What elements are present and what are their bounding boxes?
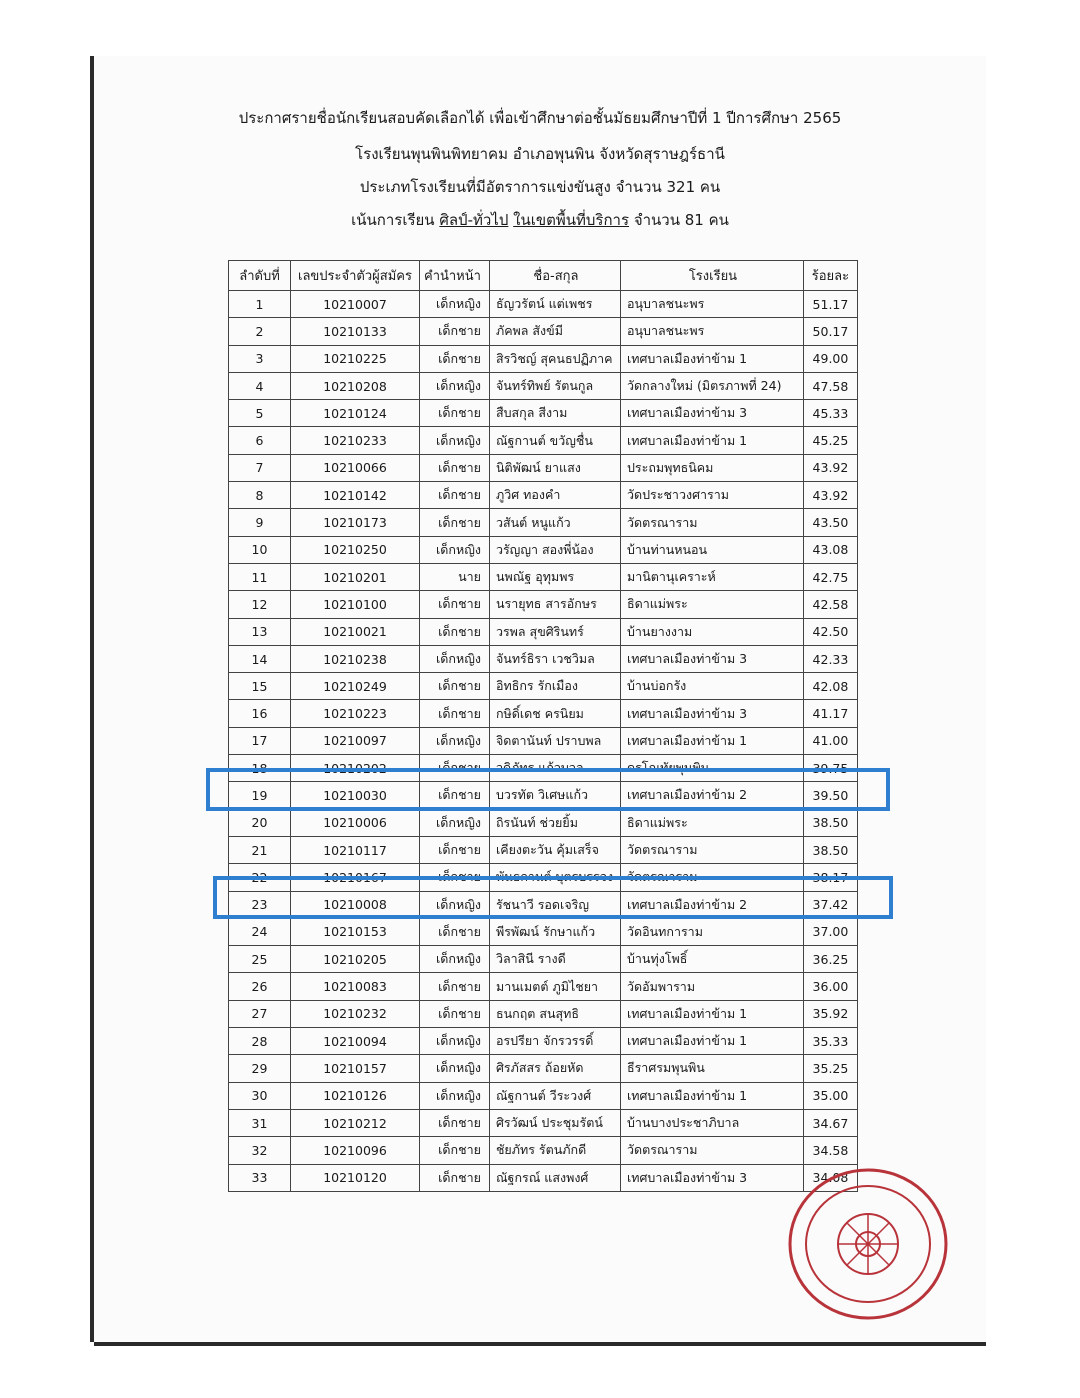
cell-percent: 39.50 [803, 782, 857, 809]
cell-school: เทศบาลเมืองท่าข้าม 3 [620, 700, 803, 727]
cell-applicant-id: 10210083 [291, 973, 420, 1000]
cell-prefix: เด็กชาย [420, 864, 490, 891]
cell-percent: 34.58 [803, 1137, 857, 1164]
cell-applicant-id: 10210100 [291, 591, 420, 618]
cell-percent: 38.50 [803, 809, 857, 836]
table-row [229, 427, 858, 454]
cell-applicant-id: 10210153 [291, 918, 420, 945]
cell-prefix: เด็กชาย [420, 1164, 490, 1191]
cell-prefix: เด็กหญิง [420, 809, 490, 836]
cell-name: สืบสกุล สีงาม [489, 400, 620, 427]
cell-percent: 50.17 [803, 318, 857, 345]
cell-school: เทศบาลเมืองท่าข้าม 1 [620, 1028, 803, 1055]
cell-prefix: เด็กชาย [420, 973, 490, 1000]
cell-prefix: เด็กชาย [420, 755, 490, 782]
cell-school: วัดตรณาราม [620, 864, 803, 891]
cell-prefix: เด็กหญิง [420, 372, 490, 399]
cell-name: ธนกฤต สนสุทธิ [489, 1000, 620, 1027]
cell-applicant-id: 10210212 [291, 1109, 420, 1136]
cell-rank: 17 [229, 727, 291, 754]
cell-applicant-id: 10210117 [291, 836, 420, 863]
cell-prefix: เด็กชาย [420, 345, 490, 372]
cell-percent: 43.92 [803, 482, 857, 509]
cell-percent: 45.33 [803, 400, 857, 427]
cell-percent: 42.75 [803, 563, 857, 590]
cell-name: นพณัฐ อุทุมพร [489, 563, 620, 590]
cell-school: เทศบาลเมืองท่าข้าม 1 [620, 345, 803, 372]
cell-rank: 26 [229, 973, 291, 1000]
cell-rank: 33 [229, 1164, 291, 1191]
title-line-4-suffix: จำนวน 81 คน [633, 211, 729, 229]
cell-applicant-id: 10210097 [291, 727, 420, 754]
cell-prefix: เด็กชาย [420, 918, 490, 945]
cell-school: วัดอัมพาราม [620, 973, 803, 1000]
cell-name: ศิรภัสสร ถ้อยหัด [489, 1055, 620, 1082]
cell-rank: 16 [229, 700, 291, 727]
cell-applicant-id: 10210157 [291, 1055, 420, 1082]
table-header-row [229, 261, 858, 291]
cell-applicant-id: 10210094 [291, 1028, 420, 1055]
table-row [229, 509, 858, 536]
cell-percent: 41.17 [803, 700, 857, 727]
cell-prefix: เด็กชาย [420, 400, 490, 427]
cell-rank: 10 [229, 536, 291, 563]
cell-rank: 15 [229, 673, 291, 700]
cell-name: กษิดิ์เดช ครนิยม [489, 700, 620, 727]
table-row [229, 291, 858, 318]
cell-rank: 19 [229, 782, 291, 809]
cell-percent: 47.58 [803, 372, 857, 399]
cell-school: วัดตรณาราม [620, 1137, 803, 1164]
cell-applicant-id: 10210008 [291, 891, 420, 918]
cell-rank: 12 [229, 591, 291, 618]
cell-percent: 34.08 [803, 1164, 857, 1191]
cell-rank: 5 [229, 400, 291, 427]
col-header-percent: ร้อยละ [803, 261, 857, 291]
title-area: ในเขตพื้นที่บริการ [513, 211, 630, 229]
cell-rank: 22 [229, 864, 291, 891]
cell-prefix: เด็กชาย [420, 1000, 490, 1027]
table-row [229, 645, 858, 672]
cell-percent: 34.67 [803, 1109, 857, 1136]
cell-applicant-id: 10210167 [291, 864, 420, 891]
cell-name: รัชนาวี รอดเจริญ [489, 891, 620, 918]
cell-name: จันทร์ทิพย์ รัตนกูล [489, 372, 620, 399]
cell-rank: 32 [229, 1137, 291, 1164]
table-row [229, 918, 858, 945]
cell-applicant-id: 10210124 [291, 400, 420, 427]
cell-school: วัดอินทการาม [620, 918, 803, 945]
cell-prefix: เด็กชาย [420, 836, 490, 863]
cell-name: วสันต์ หนูแก้ว [489, 509, 620, 536]
cell-prefix: เด็กหญิง [420, 891, 490, 918]
cell-name: จันทร์ธิรา เวชวิมล [489, 645, 620, 672]
cell-rank: 29 [229, 1055, 291, 1082]
title-line-4 [0, 208, 1080, 232]
cell-school: ดรโณทัยพุนพิน [620, 755, 803, 782]
cell-name: ชัยภัทร รัตนภักดี [489, 1137, 620, 1164]
table-row [229, 618, 858, 645]
title-track: ศิลป์-ทั่วไป [439, 211, 509, 229]
cell-prefix: เด็กหญิง [420, 946, 490, 973]
cell-percent: 42.33 [803, 645, 857, 672]
cell-percent: 38.17 [803, 864, 857, 891]
col-header-name: ชื่อ-สกุล [489, 261, 620, 291]
cell-name: ถิรนันท์ ช่วยยิ้ม [489, 809, 620, 836]
cell-percent: 35.00 [803, 1082, 857, 1109]
table-row [229, 400, 858, 427]
title-line-3: ประเภทโรงเรียนที่มีอัตราการแข่งขันสูง จำนวน 321 คน [359, 178, 721, 196]
table-row [229, 318, 858, 345]
cell-rank: 1 [229, 291, 291, 318]
cell-name: วรัญญา สองพี่น้อง [489, 536, 620, 563]
cell-name: วดิภัทร แก้วบวล [489, 755, 620, 782]
cell-name: ณัฐกานต์ วีระวงศ์ [489, 1082, 620, 1109]
cell-applicant-id: 10210142 [291, 482, 420, 509]
cell-rank: 2 [229, 318, 291, 345]
table-row [229, 536, 858, 563]
cell-rank: 9 [229, 509, 291, 536]
cell-applicant-id: 10210208 [291, 372, 420, 399]
cell-name: ณัฐกรณ์ แสงพงศ์ [489, 1164, 620, 1191]
cell-prefix: เด็กชาย [420, 318, 490, 345]
cell-name: อิทธิกร รักเมือง [489, 673, 620, 700]
col-header-prefix: คำนำหน้า [420, 261, 490, 291]
col-header-school: โรงเรียน [620, 261, 803, 291]
cell-rank: 25 [229, 946, 291, 973]
cell-prefix: เด็กหญิง [420, 727, 490, 754]
table-row [229, 727, 858, 754]
cell-applicant-id: 10210202 [291, 755, 420, 782]
table-row [229, 946, 858, 973]
cell-name: พีรพัฒน์ รักษาแก้ว [489, 918, 620, 945]
table-row [229, 1164, 858, 1191]
cell-percent: 43.50 [803, 509, 857, 536]
cell-prefix: เด็กหญิง [420, 291, 490, 318]
cell-prefix: เด็กชาย [420, 454, 490, 481]
cell-prefix: เด็กชาย [420, 673, 490, 700]
highlight-box-row-19 [206, 768, 890, 811]
cell-name: นิติพัฒน์ ยาแสง [489, 454, 620, 481]
cell-prefix: เด็กหญิง [420, 427, 490, 454]
cell-name: พันธกานต์ บุตรบรรจง [489, 864, 620, 891]
cell-name: วรพล สุขศิรินทร์ [489, 618, 620, 645]
table-row [229, 1109, 858, 1136]
title-line-2: โรงเรียนพุนพินพิทยาคม อำเภอพุนพิน จังหวัดสุราษฎร์ธานี [355, 145, 725, 163]
cell-school: เทศบาลเมืองท่าข้าม 1 [620, 1000, 803, 1027]
table-row [229, 1055, 858, 1082]
cell-school: มานิตานุเคราะห์ [620, 563, 803, 590]
cell-percent: 38.50 [803, 836, 857, 863]
cell-school: บ้านท่านหนอน [620, 536, 803, 563]
cell-applicant-id: 10210006 [291, 809, 420, 836]
table-row [229, 482, 858, 509]
cell-percent: 51.17 [803, 291, 857, 318]
cell-rank: 4 [229, 372, 291, 399]
cell-applicant-id: 10210205 [291, 946, 420, 973]
table-row [229, 673, 858, 700]
cell-school: อนุบาลชนะพร [620, 318, 803, 345]
results-table [228, 260, 858, 1192]
cell-percent: 45.25 [803, 427, 857, 454]
cell-applicant-id: 10210021 [291, 618, 420, 645]
cell-prefix: เด็กชาย [420, 509, 490, 536]
cell-applicant-id: 10210007 [291, 291, 420, 318]
cell-applicant-id: 10210133 [291, 318, 420, 345]
highlight-box-row-23 [213, 876, 893, 919]
cell-rank: 23 [229, 891, 291, 918]
cell-school: วัดประชาวงศาราม [620, 482, 803, 509]
cell-rank: 20 [229, 809, 291, 836]
cell-prefix: เด็กหญิง [420, 536, 490, 563]
table-row [229, 809, 858, 836]
cell-school: ธิดาแม่พระ [620, 591, 803, 618]
cell-prefix: เด็กหญิง [420, 1055, 490, 1082]
cell-prefix: เด็กชาย [420, 700, 490, 727]
cell-name: บวรทัต วิเศษแก้ว [489, 782, 620, 809]
cell-prefix: เด็กชาย [420, 591, 490, 618]
cell-applicant-id: 10210096 [291, 1137, 420, 1164]
title-line-1: ประกาศรายชื่อนักเรียนสอบคัดเลือกได้ เพื่อเข้าศึกษาต่อชั้นมัธยมศึกษาปีที่ 1 ปีการศึกษา 2565 [238, 109, 842, 127]
cell-school: วัดตรณาราม [620, 836, 803, 863]
cell-name: สิรวิชญ์ สุคนธปฏิภาค [489, 345, 620, 372]
cell-applicant-id: 10210223 [291, 700, 420, 727]
cell-percent: 42.58 [803, 591, 857, 618]
cell-school: เทศบาลเมืองท่าข้าม 1 [620, 427, 803, 454]
cell-percent: 37.42 [803, 891, 857, 918]
cell-name: นรายุทธ สารอักษร [489, 591, 620, 618]
cell-applicant-id: 10210173 [291, 509, 420, 536]
cell-school: บ้านยางงาม [620, 618, 803, 645]
table-body [229, 291, 858, 1192]
cell-applicant-id: 10210201 [291, 563, 420, 590]
cell-name: มานเมตต์ ภูมิไชยา [489, 973, 620, 1000]
cell-percent: 49.00 [803, 345, 857, 372]
col-header-rank: ลำดับที่ [229, 261, 291, 291]
cell-school: ธิดาแม่พระ [620, 809, 803, 836]
cell-applicant-id: 10210126 [291, 1082, 420, 1109]
cell-school: เทศบาลเมืองท่าข้าม 2 [620, 891, 803, 918]
cell-percent: 36.25 [803, 946, 857, 973]
table-row [229, 700, 858, 727]
cell-rank: 14 [229, 645, 291, 672]
cell-school: วัดตรณาราม [620, 509, 803, 536]
table-row [229, 1028, 858, 1055]
table-row [229, 1137, 858, 1164]
cell-prefix: เด็กชาย [420, 618, 490, 645]
cell-applicant-id: 10210232 [291, 1000, 420, 1027]
cell-rank: 31 [229, 1109, 291, 1136]
table-row [229, 454, 858, 481]
cell-school: เทศบาลเมืองท่าข้าม 3 [620, 1164, 803, 1191]
table-row [229, 345, 858, 372]
cell-prefix: นาย [420, 563, 490, 590]
cell-rank: 24 [229, 918, 291, 945]
cell-school: เทศบาลเมืองท่าข้าม 2 [620, 782, 803, 809]
cell-name: ภูวิศ ทองคำ [489, 482, 620, 509]
cell-applicant-id: 10210030 [291, 782, 420, 809]
cell-percent: 36.00 [803, 973, 857, 1000]
cell-applicant-id: 10210250 [291, 536, 420, 563]
cell-prefix: เด็กชาย [420, 1137, 490, 1164]
cell-percent: 35.92 [803, 1000, 857, 1027]
cell-name: ศิรวัฒน์ ประชุมรัตน์ [489, 1109, 620, 1136]
table-row [229, 973, 858, 1000]
cell-prefix: เด็กหญิง [420, 1082, 490, 1109]
title-line-4-prefix: เน้นการเรียน [351, 211, 435, 229]
table-row [229, 563, 858, 590]
cell-applicant-id: 10210238 [291, 645, 420, 672]
cell-school: เทศบาลเมืองท่าข้าม 3 [620, 645, 803, 672]
cell-school: วัดกลางใหม่ (มิตรภาพที่ 24) [620, 372, 803, 399]
cell-rank: 11 [229, 563, 291, 590]
cell-prefix: เด็กชาย [420, 1109, 490, 1136]
table-row [229, 1082, 858, 1109]
cell-school: ประถมพุทธนิคม [620, 454, 803, 481]
cell-prefix: เด็กชาย [420, 782, 490, 809]
cell-school: เทศบาลเมืองท่าข้าม 1 [620, 727, 803, 754]
cell-rank: 28 [229, 1028, 291, 1055]
cell-rank: 3 [229, 345, 291, 372]
school-seal-stamp [783, 1164, 953, 1324]
cell-school: อนุบาลชนะพร [620, 291, 803, 318]
table-row [229, 836, 858, 863]
col-header-applicant-id: เลขประจำตัวผู้สมัคร [291, 261, 420, 291]
cell-rank: 21 [229, 836, 291, 863]
cell-applicant-id: 10210233 [291, 427, 420, 454]
cell-applicant-id: 10210249 [291, 673, 420, 700]
cell-name: ภัคพล สังข์มี [489, 318, 620, 345]
cell-percent: 42.50 [803, 618, 857, 645]
cell-prefix: เด็กหญิง [420, 1028, 490, 1055]
cell-percent: 35.33 [803, 1028, 857, 1055]
cell-school: เทศบาลเมืองท่าข้าม 1 [620, 1082, 803, 1109]
cell-name: ณัฐกานต์ ขวัญชื่น [489, 427, 620, 454]
cell-percent: 43.92 [803, 454, 857, 481]
cell-applicant-id: 10210225 [291, 345, 420, 372]
cell-school: ธีราศรมพุนพิน [620, 1055, 803, 1082]
cell-rank: 6 [229, 427, 291, 454]
cell-name: ธัญวรัตน์ แต่เพชร [489, 291, 620, 318]
cell-percent: 39.75 [803, 755, 857, 782]
cell-rank: 27 [229, 1000, 291, 1027]
cell-percent: 42.08 [803, 673, 857, 700]
table-row [229, 1000, 858, 1027]
cell-percent: 43.08 [803, 536, 857, 563]
cell-percent: 35.25 [803, 1055, 857, 1082]
cell-rank: 18 [229, 755, 291, 782]
cell-school: เทศบาลเมืองท่าข้าม 3 [620, 400, 803, 427]
cell-school: บ้านบางประชาภิบาล [620, 1109, 803, 1136]
cell-name: วิลาสินี รางดี [489, 946, 620, 973]
cell-name: จิดตานันท์ ปราบพล [489, 727, 620, 754]
cell-applicant-id: 10210120 [291, 1164, 420, 1191]
cell-school: บ้านบ่อกรัง [620, 673, 803, 700]
table-row [229, 591, 858, 618]
table-row [229, 372, 858, 399]
cell-percent: 37.00 [803, 918, 857, 945]
cell-percent: 41.00 [803, 727, 857, 754]
cell-applicant-id: 10210066 [291, 454, 420, 481]
cell-name: เคียงตะวัน คุ้มเสร็จ [489, 836, 620, 863]
cell-school: บ้านทุ่งโพธิ์ [620, 946, 803, 973]
cell-prefix: เด็กชาย [420, 482, 490, 509]
cell-name: อรปรียา จักรวรรดิ์ [489, 1028, 620, 1055]
cell-prefix: เด็กหญิง [420, 645, 490, 672]
cell-rank: 8 [229, 482, 291, 509]
cell-rank: 13 [229, 618, 291, 645]
cell-rank: 7 [229, 454, 291, 481]
cell-rank: 30 [229, 1082, 291, 1109]
